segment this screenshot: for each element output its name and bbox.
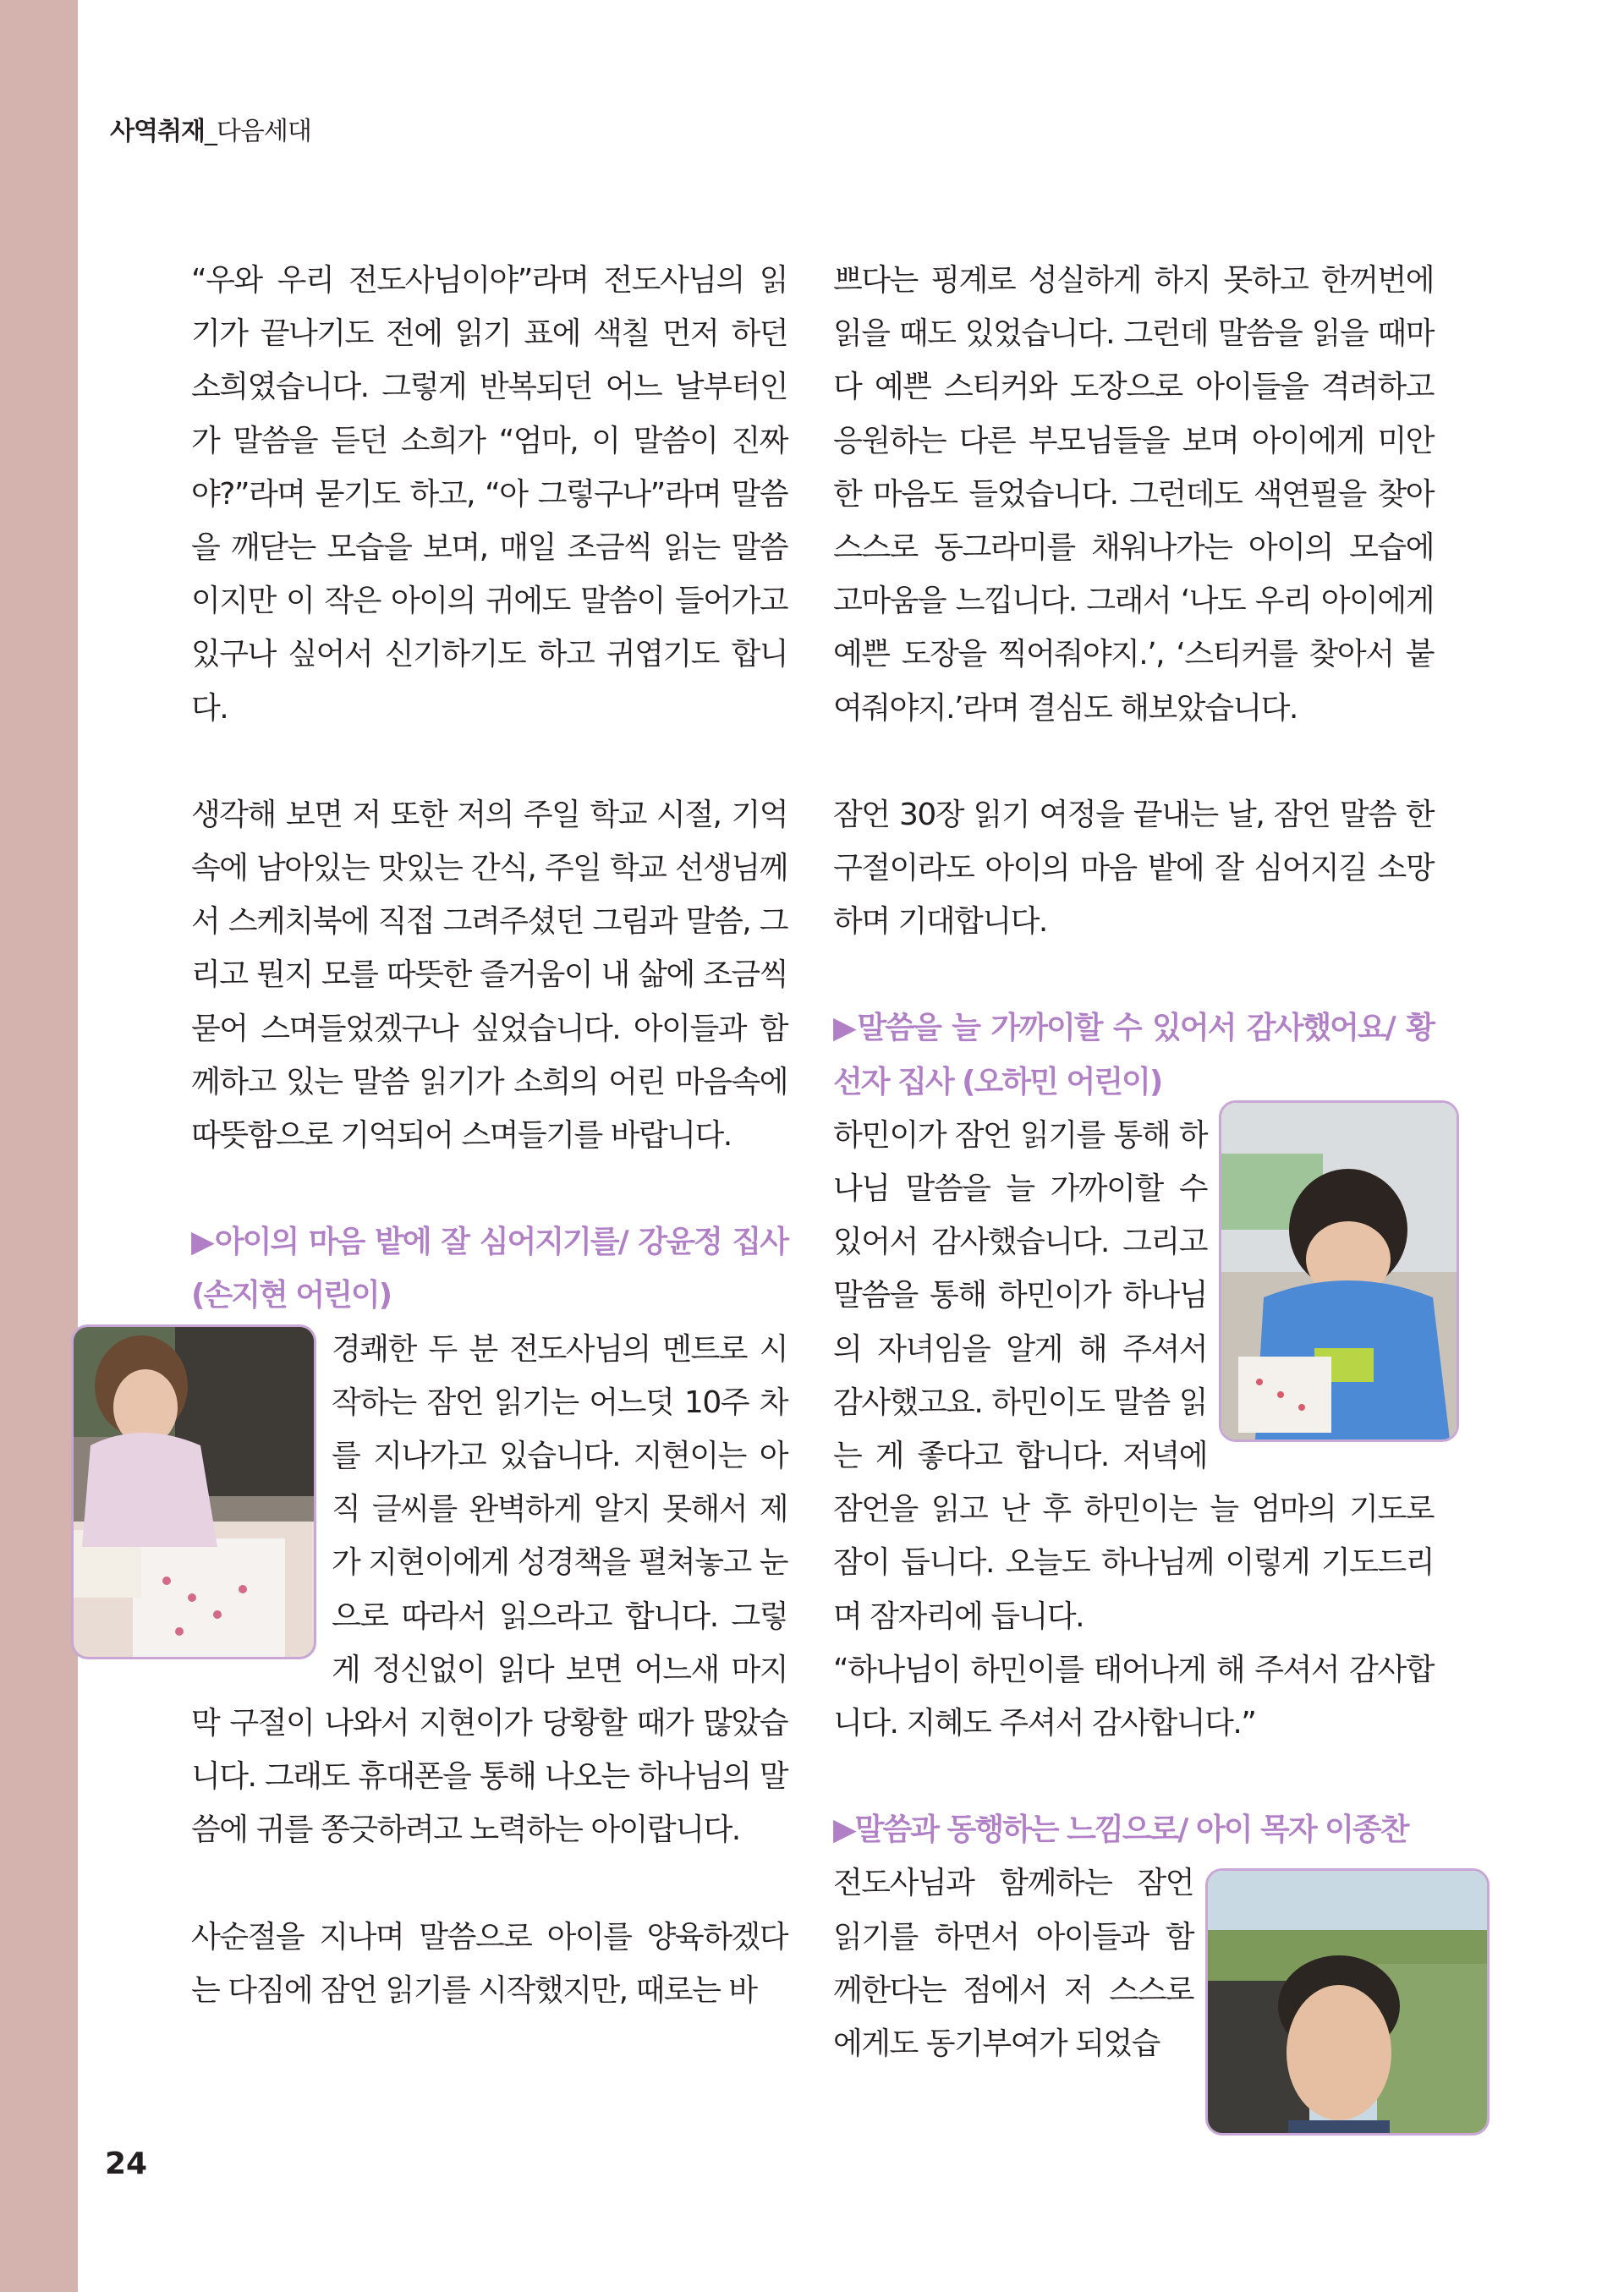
running-head [110, 110, 311, 147]
left-subheading: ▶아이의 마음 밭에 잘 심어지기를/ 강윤정 집사 (손지현 어린이) [191, 1225, 787, 1313]
right-subheading-1: ▶말씀을 늘 가까이할 수 있어서 감사했어요/ 황선자 집사 (오하민 어린이) [833, 1011, 1434, 1099]
page-side-bar [0, 0, 78, 2292]
right-paragraph-3: 하민이가 잠언 읽기를 통해 하나님 말씀을 늘 가까이할 수 있어서 감사했습니다. 그리고 말씀을 통해 하민이가 하나님의 자녀임을 알게 해 주셔서 감사했고요. 하민이도 말씀 읽는 게 좋다고 합니다. 저녁에 잠언을 읽고 난 후 하민이는 늘 엄마의 기도로 잠이 듭니다. 오늘도 하나님께 이렇게 기도드리며 잠자리에 듭니다. [833, 1117, 1434, 1634]
boy-coloring-chart-photo [1219, 1100, 1459, 1442]
section-subtitle: _다음세대 [204, 117, 311, 146]
page-number: 24 [105, 2147, 148, 2181]
right-quote: “하나님이 하민이를 태어나게 해 주셔서 감사합니다. 지혜도 주셔서 감사합니다.” [833, 1652, 1434, 1741]
right-paragraph-1: 쁘다는 핑계로 성실하게 하지 못하고 한꺼번에 읽을 때도 있었습니다. 그런데 말씀을 읽을 때마다 예쁜 스티커와 도장으로 아이들을 격려하고 응원하는 다른 부모님들을 보며 아이에게 미안한 마음도 들었습니다. 그런데도 색연필을 찾아 스스로 동그라미를 채워나가는 아이의 모습에 고마움을 느낍니다. 그래서 ‘나도 우리 아이에게 예쁜 도장을 찍어줘야지.’, ‘스티커를 찾아서 붙여줘야지.’라며 결심도 해보았습니다. [833, 263, 1434, 726]
left-paragraph-3: 경쾌한 두 분 전도사님의 멘트로 시작하는 잠언 읽기는 어느덧 10주 차를 지나가고 있습니다. 지현이는 아직 글씨를 완벽하게 알지 못해서 제가 지현이에게 성경책을 펼쳐놓고 눈으로 따라서 읽으라고 합니다. 그렇게 정신없이 읽다 보면 어느새 마지막 구절이 나와서 지현이가 당황할 때가 많았습니다. 그래도 휴대폰을 통해 나오는 하나님의 말씀에 귀를 쫑긋하려고 노력하는 아이랍니다. [191, 1331, 787, 1848]
left-paragraph-1: “우와 우리 전도사님이야”라며 전도사님의 읽기가 끝나기도 전에 읽기 표에 색칠 먼저 하던 소희였습니다. 그렇게 반복되던 어느 날부터인가 말씀을 듣던 소희가 “엄마, 이 말씀이 진짜야?”라며 묻기도 하고, “아 그렇구나”라며 말씀을 깨닫는 모습을 보며, 매일 조금씩 읽는 말씀이지만 이 작은 아이의 귀에도 말씀이 들어가고 있구나 싶어서 신기하기도 하고 귀엽기도 합니다. [191, 263, 787, 726]
section-title: 사역취재 [110, 117, 205, 146]
right-subheading-2: ▶말씀과 동행하는 느낌으로/ 아이 목자 이종찬 [833, 1812, 1408, 1848]
left-paragraph-2: 생각해 보면 저 또한 저의 주일 학교 시절, 기억 속에 남아있는 맛있는 간식, 주일 학교 선생님께서 스케치북에 직접 그려주셨던 그림과 말씀, 그리고 뭔지 모를 따뜻한 즐거움이 내 삶에 조금씩 묻어 스며들었겠구나 싶었습니다. 아이들과 함께하고 있는 말씀 읽기가 소희의 어린 마음속에 따뜻함으로 기억되어 스며들기를 바랍니다. [191, 797, 787, 1154]
right-paragraph-4: 전도사님과 함께하는 잠언 읽기를 하면서 아이들과 함께한다는 점에서 저 스스로에게도 동기부여가 되었습 [833, 1866, 1193, 2062]
right-paragraph-2: 잠언 30장 읽기 여정을 끝내는 날, 잠언 말씀 한 구절이라도 아이의 마음 밭에 잘 심어지길 소망하며 기대합니다. [833, 797, 1434, 940]
right-column [833, 254, 1434, 2136]
girl-reading-bible-photo [71, 1324, 316, 1659]
man-selfie-coast-photo [1205, 1868, 1490, 2136]
left-paragraph-4: 사순절을 지나며 말씀으로 아이를 양육하겠다는 다짐에 잠언 읽기를 시작했지만, 때로는 바 [191, 1919, 787, 2008]
left-column [191, 254, 787, 2017]
